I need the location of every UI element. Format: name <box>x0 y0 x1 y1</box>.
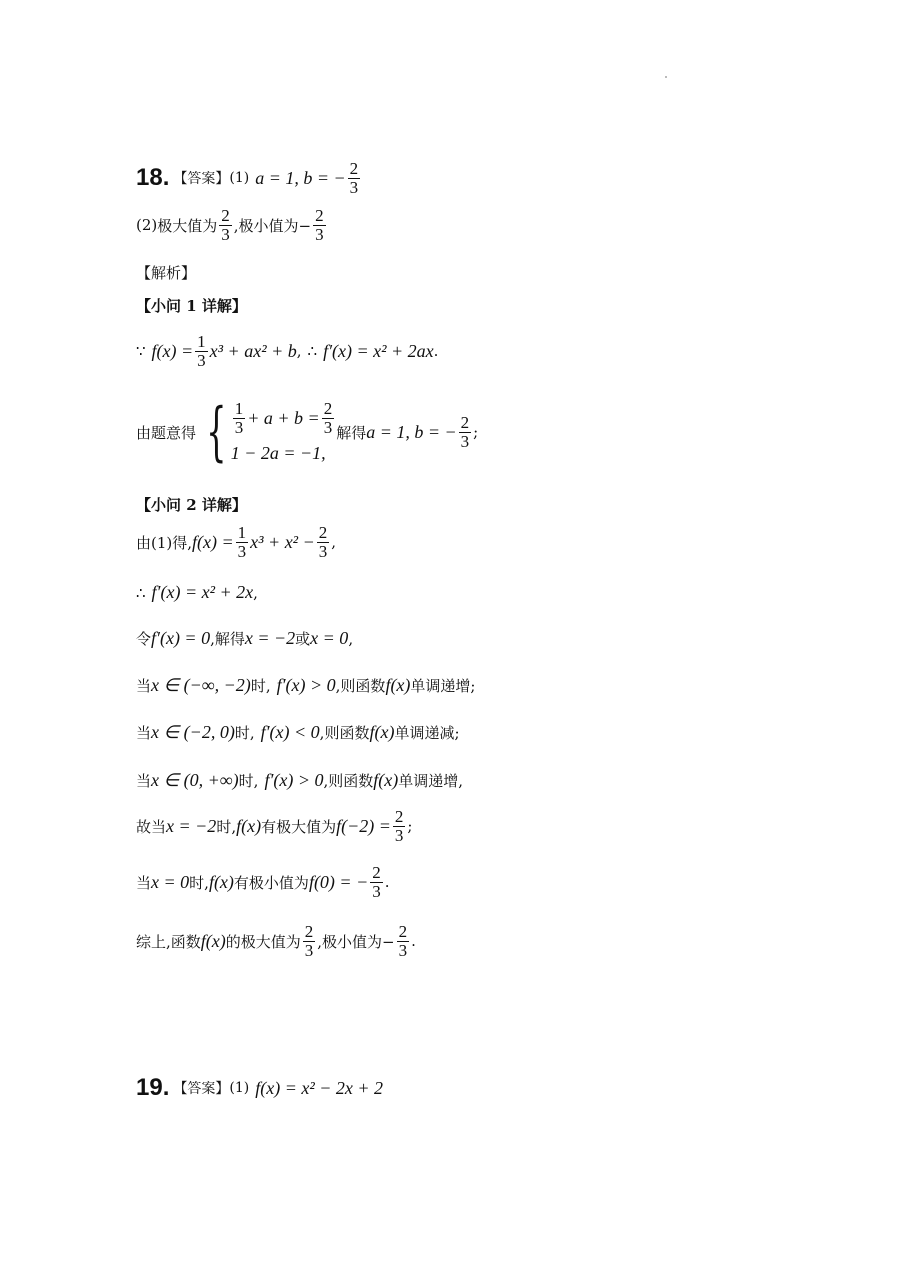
question-number: 18. <box>136 164 170 192</box>
sub2-line-1 <box>136 524 336 561</box>
text: ,则函数 <box>323 772 374 790</box>
math-expr: f′(x) > 0 <box>276 675 336 695</box>
sub2-line-9 <box>136 923 416 960</box>
text: 由题意得 <box>136 423 197 442</box>
text: 单调递减; <box>394 724 460 742</box>
text: 有极小值为 <box>233 873 309 892</box>
text: 当 <box>136 724 152 742</box>
math-expr: f(x) = <box>151 340 194 361</box>
math-expr: f(x) <box>200 930 226 951</box>
fraction: $\frac{2}{3}$ <box>318 523 328 561</box>
text: ,极小值为− <box>233 216 312 235</box>
fraction: $\frac{2}{3}$ <box>315 206 324 244</box>
separator: , <box>296 342 302 361</box>
math-expr: f(x) <box>236 815 262 836</box>
fraction: $\frac{2}{3}$ <box>460 412 470 451</box>
part-label: (1) <box>229 170 250 187</box>
math-expr: f(0) = − <box>308 871 369 892</box>
equation-system-line <box>136 395 479 469</box>
text: 令 <box>136 630 152 648</box>
math-expr: + a + b = <box>247 408 320 428</box>
comma: , <box>331 533 337 552</box>
question-number: 19. <box>136 1074 170 1101</box>
math-expr: f′(x) > 0 <box>264 770 324 790</box>
sub1-function-line <box>136 333 438 370</box>
math-expr: x³ + x² − <box>250 531 315 552</box>
text: 有极大值为 <box>261 817 337 836</box>
sub2-line-3 <box>136 628 353 649</box>
text: 时, <box>238 772 259 790</box>
fraction: $\frac{2}{3}$ <box>221 206 230 244</box>
math-expr: 1 − 2a = −1, <box>230 442 326 463</box>
part-label: (1) <box>229 1080 250 1096</box>
fraction: $\frac{1}{3}$ <box>237 523 247 561</box>
math-expr: f′(x) = x² + 2ax <box>323 340 434 361</box>
text: 当 <box>136 677 152 695</box>
math-expr: x = 0 <box>151 871 190 892</box>
equation-system <box>196 395 336 469</box>
math-expr: f′(x) = 0 <box>151 628 211 648</box>
analysis-tag: 【解析】 <box>136 264 197 282</box>
semicolon: ; <box>473 423 479 441</box>
q18-answer-line <box>136 160 362 197</box>
text: ,则函数 <box>319 724 370 742</box>
math-expr: f(x) <box>385 675 411 695</box>
therefore-symbol: ∴ <box>136 583 146 602</box>
fraction: $\frac{2}{3}$ <box>398 922 408 960</box>
text: 单调递增, <box>398 772 464 790</box>
fraction: $\frac{2}{3}$ <box>372 863 381 901</box>
scan-dot <box>665 76 667 78</box>
fraction: $\frac{1}{3}$ <box>197 332 206 370</box>
math-expr: f(−2) = <box>336 815 391 836</box>
sub2-line-7 <box>136 808 412 845</box>
math-expr: f(x) <box>373 770 399 790</box>
text: 的极大值为 <box>225 932 301 951</box>
math-expr: a = 1, b = − <box>366 421 457 442</box>
text: 解得 <box>336 423 367 442</box>
subquestion-2-title: 【小问 2 详解】 <box>136 496 247 514</box>
fraction: $\frac{2}{3}$ <box>323 399 333 437</box>
q19-answer-line <box>136 1074 383 1102</box>
text: 时, <box>234 724 255 742</box>
math-expr: f′(x) = x² + 2x <box>151 582 254 602</box>
text: 故当 <box>136 817 167 836</box>
comma: , <box>253 583 258 602</box>
fraction: $\frac{2}{3}$ <box>304 922 314 960</box>
comma: , <box>348 629 354 648</box>
text: ,解得 <box>210 630 245 648</box>
subquestion-1-title: 【小问 1 详解】 <box>136 297 247 315</box>
math-expr: f(x) = <box>192 531 234 552</box>
math-expr: x ∈ (−∞, −2) <box>151 675 251 695</box>
math-expr: x ∈ (0, +∞) <box>151 770 239 790</box>
math-expr: x ∈ (−2, 0) <box>151 722 235 742</box>
sub2-line-6 <box>136 770 463 791</box>
period: . <box>411 932 416 951</box>
text: 或 <box>295 630 311 648</box>
text: 当 <box>136 873 152 892</box>
math-expr: x = 0 <box>310 628 349 648</box>
text: 时, <box>250 677 271 695</box>
fraction: $\frac{1}{3}$ <box>234 399 244 437</box>
math-expr: f′(x) < 0 <box>260 722 320 742</box>
math-expr: x = −2 <box>166 815 217 836</box>
text: 单调递增; <box>410 677 476 695</box>
text: 时, <box>216 817 237 836</box>
text: 当 <box>136 772 152 790</box>
sub2-line-5 <box>136 722 460 743</box>
text: 极大值为 <box>157 216 218 235</box>
fraction: $\frac{2}{3}$ <box>349 159 359 197</box>
text: ,极小值为− <box>317 932 395 951</box>
text: 时, <box>189 873 209 892</box>
math-expr: x = −2 <box>244 628 296 648</box>
fraction: $\frac{2}{3}$ <box>394 807 404 845</box>
sub2-line-2 <box>136 582 258 603</box>
math-expr: f(x) = x² − 2x + 2 <box>255 1077 384 1098</box>
math-expr: f(x) <box>369 722 395 742</box>
period: . <box>433 342 439 361</box>
therefore-symbol: ∴ <box>307 342 318 361</box>
part-label: (2) <box>136 216 158 235</box>
text: 由(1)得, <box>136 533 193 552</box>
answer-tag: 【答案】 <box>173 171 230 188</box>
math-expr: f(x) <box>208 871 234 892</box>
semicolon: ; <box>407 817 413 836</box>
period: . <box>384 873 390 892</box>
because-symbol: ∵ <box>136 342 146 361</box>
answer-tag: 【答案】 <box>173 1081 230 1097</box>
math-expr: a = 1, b = − <box>255 167 346 188</box>
text: ,则函数 <box>335 677 386 695</box>
q18-part2-line <box>136 207 328 244</box>
brace: { <box>206 395 227 469</box>
text: 综上,函数 <box>136 932 201 951</box>
math-expr: x³ + ax² + b <box>209 340 297 361</box>
sub2-line-4 <box>136 675 475 696</box>
sub2-line-8 <box>136 864 390 901</box>
